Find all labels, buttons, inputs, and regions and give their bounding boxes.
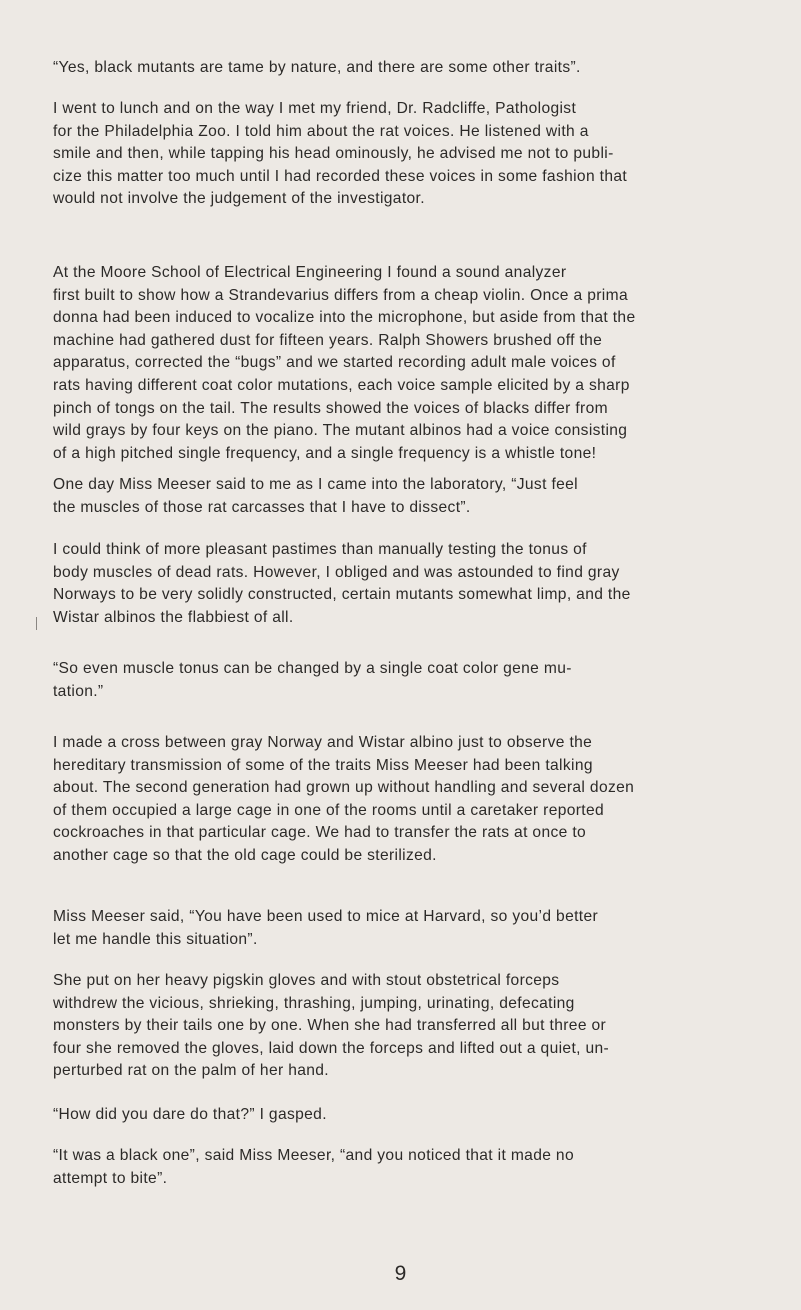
page-number: 9 <box>394 1262 407 1285</box>
paragraph-lunch-radcliffe: I went to lunch and on the way I met my friend, Dr. Radcliffe, Pathologist for the Philadelphia Zoo. I told him about the rat voices. He listened with a smile and then, while tapping his head ominously, he advised me not to publi- cize this matter too much until I had recorded these voices in some fashion that would not involve the judgement of the investigator. <box>53 100 628 208</box>
paragraph-black-one: “It was a black one”, said Miss Meeser, “and you noticed that it made no attempt to bite”. <box>53 1147 574 1187</box>
paragraph-black-mutants: “Yes, black mutants are tame by nature, and there are some other traits”. <box>53 59 581 76</box>
paragraph-how-did-you-dare: “How did you dare do that?” I gasped. <box>53 1106 327 1123</box>
paragraph-muscles-carcasses: One day Miss Meeser said to me as I came into the laboratory, “Just feel the muscles of those rat carcasses that I have to dissect”. <box>53 476 578 516</box>
paragraph-cross-breeding: I made a cross between gray Norway and Wistar albino just to observe the hereditary transmission of some of the traits Miss Meeser had been talking about. The second generation had grown up without handling and several dozen of them occupied a large cage in one of the rooms until a caretaker reported cockroaches in that particular cage. We had to transfer the rats at once to another cage so that the old cage could be sterilized. <box>53 734 635 864</box>
paragraph-muscle-tonus-test: I could think of more pleasant pastimes than manually testing the tonus of body muscles of dead rats. However, I obliged and was astounded to find gray Norways to be very solidly constructed, certain mutants somewhat limp, and the Wistar albinos the flabbiest of all. <box>53 541 631 626</box>
paragraph-miss-meeser-handle: Miss Meeser said, “You have been used to mice at Harvard, so you’d better let me handle this situation”. <box>53 908 599 948</box>
paragraph-muscle-tonus-quote: “So even muscle tonus can be changed by a single coat color gene mu- tation.” <box>53 660 572 700</box>
paragraph-sound-analyzer: At the Moore School of Electrical Engineering I found a sound analyzer first built to show how a Strandevarius differs from a cheap violin. Once a prima donna had been induced to vocalize into the microphone, but aside from that the machine had gathered dust for fifteen years. Ralph Showers brushed off the apparatus, corrected the “bugs” and we started recording adult male voices of rats having different coat color mutations, each voice sample elicited by a sharp pinch of tongs on the tail. The results showed the voices of blacks differ from wild grays by four keys on the piano. The mutant albinos had a voice consisting of a high pitched single frequency, and a single frequency is a whistle tone! <box>53 264 636 462</box>
paragraph-pigskin-gloves: She put on her heavy pigskin gloves and with stout obstetrical forceps withdrew the vicious, shrieking, thrashing, jumping, urinating, defecating monsters by their tails one by one. When she had transferred all but three or four she removed the gloves, laid down the forceps and lifted out a quiet, un- perturbed rat on the palm of her hand. <box>53 972 610 1080</box>
margin-mark <box>36 617 37 630</box>
